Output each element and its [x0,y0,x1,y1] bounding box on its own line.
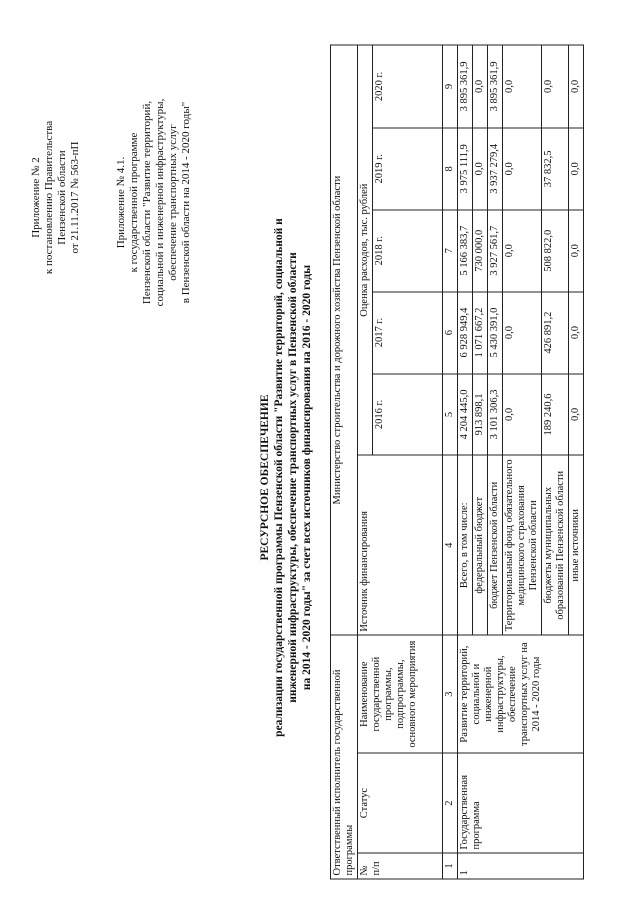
title-main: РЕСУРСНОЕ ОБЕСПЕЧЕНИЕ [259,394,271,561]
title-line: инженерной инфраструктуры, обеспечение транспортных услуг в Пензенской области [287,252,299,703]
resource-table [330,45,584,880]
value-cell: 0,0 [569,292,584,374]
column-number: 2 [443,753,458,853]
appendix-4-1-line: к государственной программе [128,132,140,273]
value-cell: 913 898,1 [473,374,488,456]
header-year: 2018 г. [373,210,443,292]
value-cell: 5 430 391,0 [488,292,503,374]
value-cell: 3 927 561,7 [488,210,503,292]
value-cell: 0,0 [473,45,488,128]
value-cell: 0,0 [503,128,542,210]
header-year: 2016 г. [373,374,443,456]
rotated-page [30,23,640,898]
value-cell: 1 071 667,2 [473,292,488,374]
value-cell: 730 000,0 [473,210,488,292]
column-number: 3 [443,635,458,753]
header-status: Статус [358,753,443,853]
value-cell: 0,0 [473,128,488,210]
column-number: 8 [443,128,458,210]
value-cell: 3 937 279,4 [488,128,503,210]
value-cell: 3 101 306,3 [488,374,503,456]
appendix-2-line: Приложение № 2 [30,157,42,238]
value-cell: 0,0 [503,45,542,128]
value-cell: 0,0 [569,128,584,210]
header-year: 2019 г. [373,128,443,210]
source-cell: федеральный бюджет [473,455,488,635]
appendix-2-line: Пензенской области [56,150,68,245]
appendix-4-1-line: Пензенской области "Развитие территорий, [141,100,153,305]
value-cell: 3 895 361,9 [458,45,473,128]
source-cell: бюджет Пензенской области [488,455,503,635]
appendix-4-1-line: обеспечение транспортных услуг [167,124,179,281]
column-number: 1 [443,853,458,879]
row-status: Государственная программа [458,753,584,853]
value-cell: 0,0 [503,292,542,374]
value-cell: 0,0 [569,210,584,292]
document-title [258,118,314,838]
header-num: № п/п [358,853,443,879]
value-cell: 5 166 383,7 [458,210,473,292]
appendix-4-1-line: в Пензенской области на 2014 - 2020 годы" [180,101,192,304]
value-cell: 37 832,5 [542,128,569,210]
responsible-label: Ответственный исполнитель государственной программы [331,635,358,879]
column-number: 9 [443,45,458,128]
title-line: на 2014 - 2020 годы" за счет всех источников финансирования на 2016 - 2020 годы [301,264,313,691]
appendix-4-1-line: Приложение № 4.1. [115,156,127,249]
appendix-4-1-line: социальной и инженерной инфраструктуры, [154,98,166,307]
appendix-2-header [30,88,82,308]
row-program-name: Развитие территорий, социальной и инженерной инфраструктуры, обеспечение транспортных услуг на 2014 - 2020 годы [458,635,584,753]
column-number: 5 [443,374,458,456]
value-cell: 3 975 111,9 [458,128,473,210]
header-estimate: Оценка расходов, тыс. рублей [358,45,373,455]
value-cell: 508 822,0 [542,210,569,292]
column-number: 6 [443,292,458,374]
header-year: 2020 г. [373,45,443,128]
value-cell: 426 891,2 [542,292,569,374]
source-cell: Всего, в том числе: [458,455,473,635]
title-line: реализации государственной программы Пензенской области "Развитие территорий, социальной и [273,218,285,737]
appendix-4-1-header [115,63,193,343]
header-name: Наименование государственной программы, подпрограммы, основного мероприятия [358,635,443,753]
responsible-value: Министерство строительства и дорожного хозяйства Пензенской области [331,45,358,635]
source-cell: иные источники [569,455,584,635]
value-cell: 0,0 [569,374,584,456]
header-source: Источник финансирования [358,455,443,635]
source-cell: бюджеты муниципальных образований Пензенской области [542,455,569,635]
value-cell: 0,0 [569,45,584,128]
row-number: 1 [458,853,584,879]
appendix-2-line: от 21.11.2017 № 563-пП [69,141,81,254]
header-year: 2017 г. [373,292,443,374]
value-cell: 0,0 [503,210,542,292]
value-cell: 3 895 361,9 [488,45,503,128]
value-cell: 6 928 949,4 [458,292,473,374]
value-cell: 4 204 445,0 [458,374,473,456]
value-cell: 0,0 [542,45,569,128]
appendix-2-line: к постановлению Правительства [43,120,55,275]
source-cell: Территориальный фонд обязательного медицинского страхования Пензенской области [503,455,542,635]
value-cell: 0,0 [503,374,542,456]
value-cell: 189 240,6 [542,374,569,456]
column-number: 4 [443,455,458,635]
column-number: 7 [443,210,458,292]
